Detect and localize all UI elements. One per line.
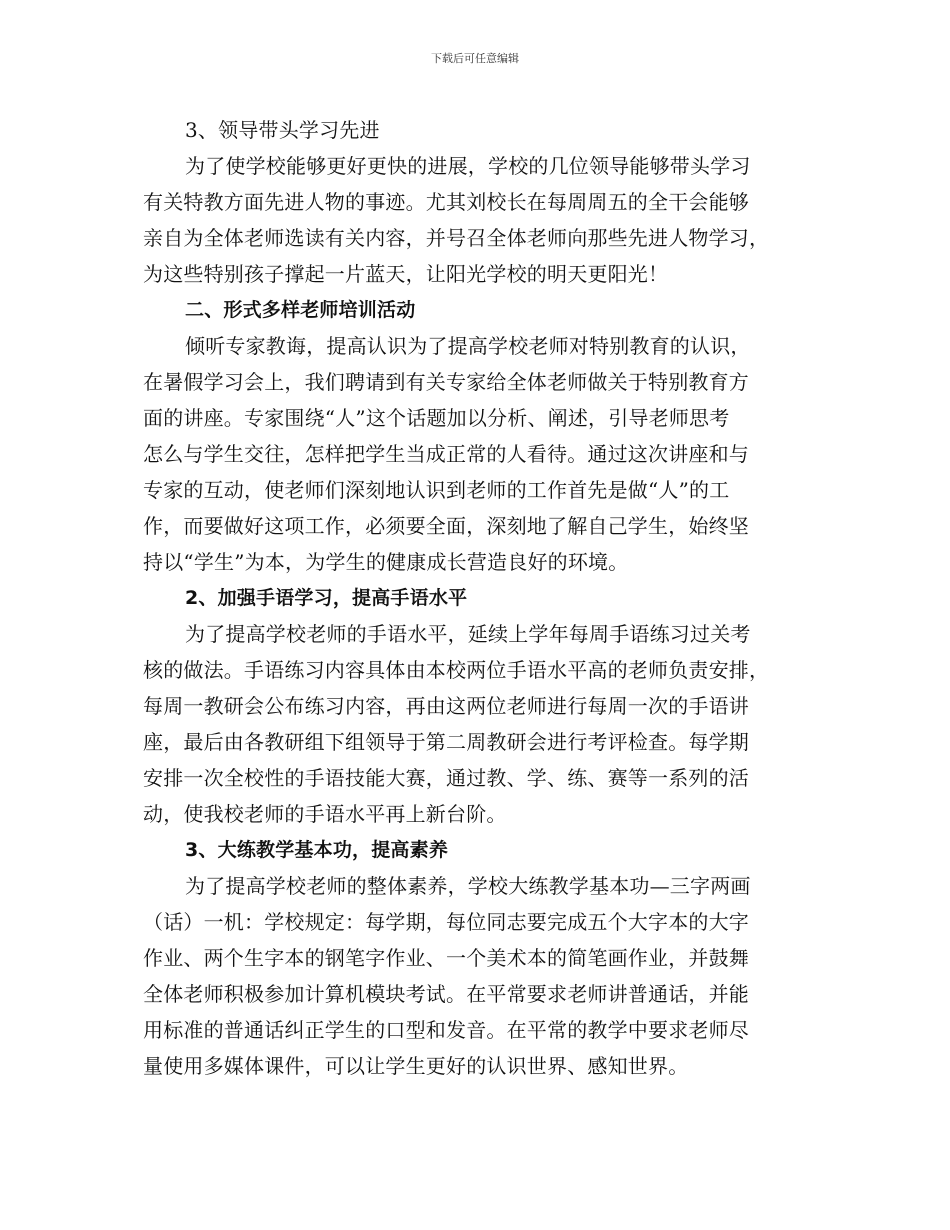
paragraph-line: 用标准的普通话纠正学生的口型和发音。在平常的教学中要求老师尽 [143, 1018, 749, 1042]
section-heading: 3、大练教学基本功，提高素养 [185, 839, 449, 861]
paragraph-line: 在暑假学习会上，我们聘请到有关专家给全体老师做关于特别教育方 [143, 370, 749, 394]
paragraph-line: 动，使我校老师的手语水平再上新台阶。 [143, 802, 507, 826]
paragraph-line: 每周一教研会公布练习内容，再由这两位老师进行每周一次的手语讲 [143, 694, 749, 718]
paragraph-line: 面的讲座。专家围绕“人”这个话题加以分析、阐述，引导老师思考 [143, 406, 730, 430]
section-heading: 二、形式多样老师培训活动 [185, 299, 416, 321]
paragraph-line: 全体老师积极参加计算机模块考试。在平常要求老师讲普通话，并能 [143, 982, 749, 1006]
section-heading: 2、加强手语学习，提高手语水平 [185, 587, 468, 609]
paragraph-line: 为了提高学校老师的手语水平，延续上学年每周手语练习过关考 [185, 622, 751, 646]
paragraph-line: 作业、两个生字本的钢笔字作业、一个美术本的简笔画作业，并鼓舞 [143, 946, 749, 970]
paragraph-line: 核的做法。手语练习内容具体由本校两位手语水平高的老师负责安排， [143, 658, 770, 682]
paragraph-line: 为这些特别孩子撑起一片蓝天，让阳光学校的明天更阳光！ [143, 262, 669, 286]
paragraph-line: 量使用多媒体课件，可以让学生更好的认识世界、感知世界。 [143, 1054, 689, 1078]
paragraph-line: 座，最后由各教研组下组领导于第二周教研会进行考评检查。每学期 [143, 730, 749, 754]
paragraph-line: 倾听专家教诲，提高认识为了提高学校老师对特别教育的认识， [185, 334, 751, 358]
document-body [143, 112, 795, 1084]
paragraph-line: 为了使学校能够更好更快的进展，学校的几位领导能够带头学习 [185, 154, 751, 178]
paragraph-line: 作，而要做好这项工作，必须要全面，深刻地了解自己学生，始终坚 [143, 514, 749, 538]
paragraph-line: （话）一机：学校规定：每学期，每位同志要完成五个大字本的大字 [143, 910, 749, 934]
paragraph-line: 有关特教方面先进人物的事迹。尤其刘校长在每周周五的全干会能够 [143, 190, 749, 214]
section-heading: 3、领导带头学习先进 [185, 118, 380, 142]
paragraph-line: 为了提高学校老师的整体素养，学校大练教学基本功—三字两画 [185, 874, 751, 898]
page-header: 下载后可任意编辑 [431, 52, 519, 65]
paragraph-line: 安排一次全校性的手语技能大赛，通过教、学、练、赛等一系列的活 [143, 766, 749, 790]
paragraph-line: 怎么与学生交往，怎样把学生当成正常的人看待。通过这次讲座和与 [143, 442, 749, 466]
paragraph-line: 持以“学生”为本，为学生的健康成长营造良好的环境。 [143, 550, 629, 574]
paragraph-line: 亲自为全体老师选读有关内容，并号召全体老师向那些先进人物学习， [143, 226, 770, 250]
paragraph-line: 专家的互动，使老师们深刻地认识到老师的工作首先是做“人”的工 [143, 478, 730, 502]
